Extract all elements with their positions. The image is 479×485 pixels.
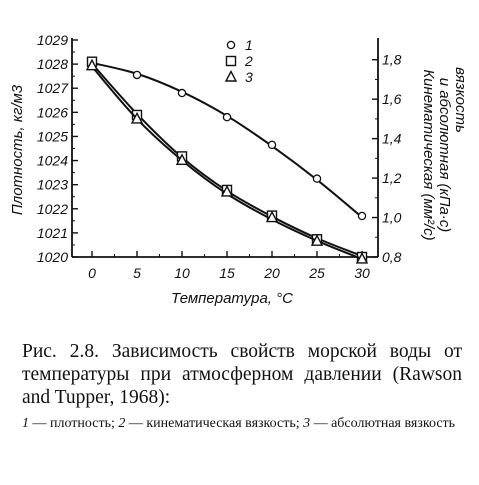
y-right-tick-label: 1,2	[382, 170, 402, 187]
legend-marker-circle	[227, 41, 234, 48]
series-1-point	[223, 114, 230, 121]
caption-num-2: 2	[118, 416, 126, 431]
y-left-tick-label: 1022	[36, 200, 68, 217]
caption-num-3: 3	[303, 416, 311, 431]
x-tick-label: 0	[88, 265, 96, 281]
x-tick-label: 5	[133, 265, 141, 281]
legend	[226, 37, 253, 85]
series-1-point	[268, 141, 275, 148]
y-axis-right-title-line3: вязкость	[452, 67, 469, 133]
y-right-tick-label: 1,6	[382, 91, 402, 108]
legend-marker-triangle	[226, 72, 236, 82]
y-left-tick-label: 1020	[36, 249, 68, 265]
y-right-tick-label: 1,8	[382, 51, 402, 68]
series-1-point	[313, 175, 320, 182]
figure-caption	[22, 340, 462, 433]
y-right-tick-label: 0,8	[382, 249, 402, 265]
y-right-tick-label: 1,0	[382, 209, 402, 226]
x-tick-label: 20	[264, 265, 280, 281]
y-left-tick-label: 1024	[36, 152, 68, 169]
legend-label: 3	[245, 69, 253, 85]
y-left-tick-label: 1027	[36, 80, 68, 97]
series-1-point	[358, 212, 365, 219]
y-axis-left-title: Плотность, кг/м3	[9, 84, 26, 216]
y-axis-right-title-line1: Кинематическая (мм²/с)	[420, 69, 437, 241]
legend-label: 1	[245, 37, 253, 53]
series-layer	[87, 57, 367, 263]
x-axis-title: Температура, °C	[171, 290, 293, 307]
y-left-tick-label: 1025	[36, 128, 68, 145]
legend-label: 2	[245, 53, 253, 69]
caption-text-2: — кинематическая вязкость;	[128, 416, 300, 431]
series-2-line	[92, 64, 362, 256]
y-left-tick-label: 1026	[36, 104, 68, 121]
x-tick-label: 30	[354, 265, 370, 281]
caption-text-3: — абсолютная вязкость	[313, 416, 456, 431]
x-tick-label: 15	[219, 265, 235, 281]
x-tick-label: 10	[174, 265, 190, 281]
caption-main: Рис. 2.8. Зависимость свойств морской воды от температуры при атмосферном давлении (Rawson and Tupper, 1968):	[22, 341, 462, 408]
series-3-line	[92, 67, 362, 259]
series-1-point	[178, 89, 185, 96]
caption-legend	[22, 415, 462, 433]
y-left-tick-label: 1021	[36, 224, 68, 241]
y-axis-right-title-line2: и абсолютная (кПа·с)	[436, 77, 453, 233]
x-tick-label: 25	[309, 265, 325, 281]
caption-num-1: 1	[22, 416, 29, 431]
y-left-tick-label: 1028	[36, 56, 68, 73]
legend-marker-square	[227, 57, 236, 66]
series-1-point	[133, 71, 140, 78]
y-left-tick-label: 1029	[36, 32, 68, 48]
caption-text-1: — плотность;	[32, 416, 115, 431]
y-right-tick-label: 1,4	[382, 130, 402, 147]
y-left-tick-label: 1023	[36, 176, 68, 193]
